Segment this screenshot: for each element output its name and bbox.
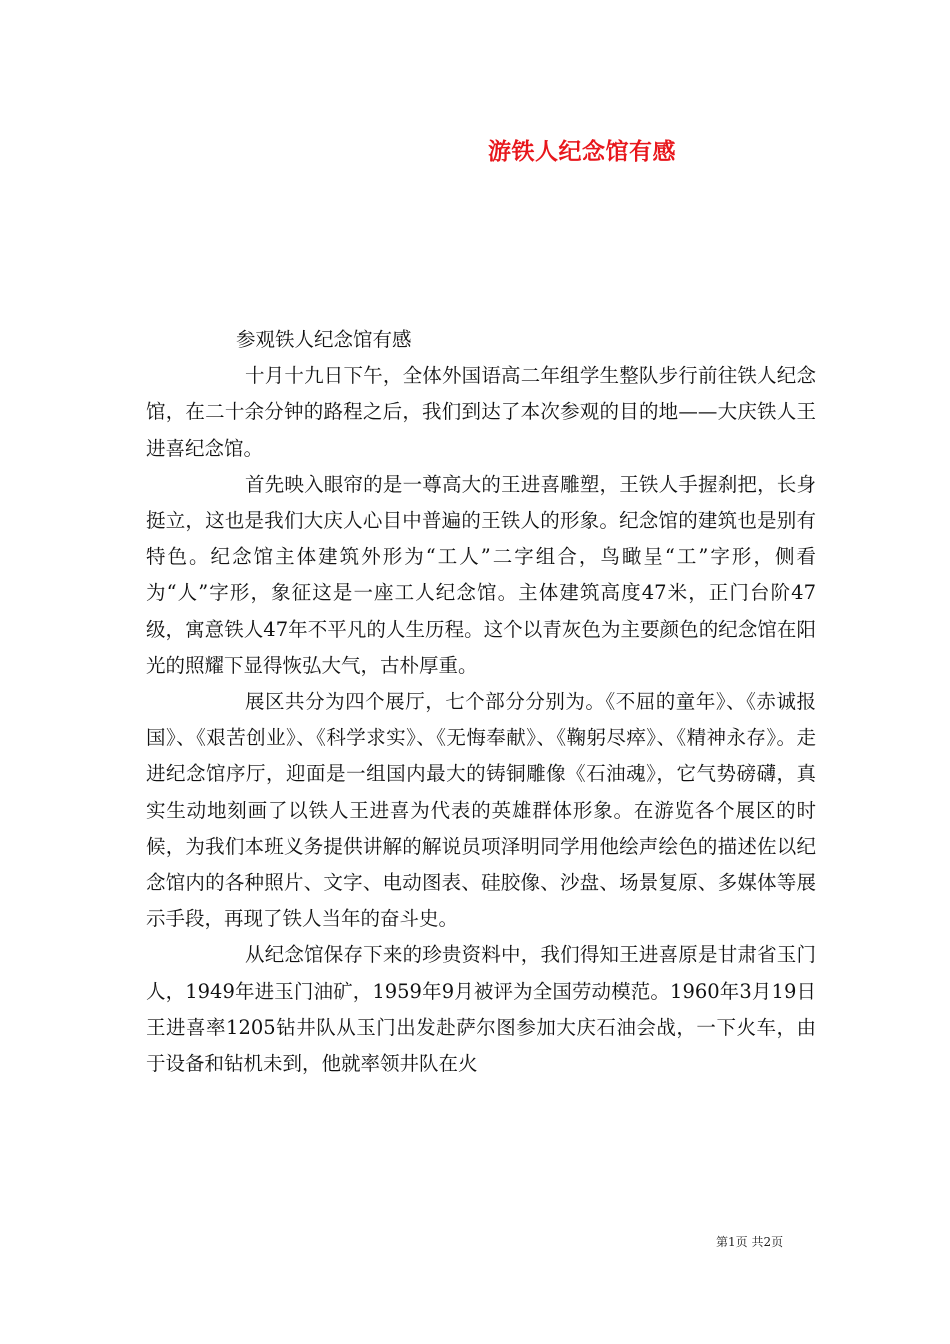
- document-body: [146, 322, 816, 1082]
- paragraph-2: 首先映入眼帘的是一尊高大的王进喜雕塑，王铁人手握刹把，长身挺立，这也是我们大庆人心目中普遍的王铁人的形象。纪念馆的建筑也是别有特色。纪念馆主体建筑外形为“工人”二字组合，鸟瞰呈“工”字形，侧看为“人”字形，象征这是一座工人纪念馆。主体建筑高度47米，正门台阶47级，寓意铁人47年不平凡的人生历程。这个以青灰色为主要颜色的纪念馆在阳光的照耀下显得恢弘大气，古朴厚重。: [146, 472, 816, 677]
- document-subtitle: 参观铁人纪念馆有感: [236, 328, 412, 351]
- page-number-footer: 第1页 共2页: [716, 1235, 784, 1249]
- paragraph-4: 从纪念馆保存下来的珍贵资料中，我们得知王进喜原是甘肃省玉门人，1949年进玉门油矿，1959年9月被评为全国劳动模范。1960年3月19日王进喜率1205钻井队从玉门出发赴萨尔图参加大庆石油会战，一下火车，由于设备和钻机未到，他就率领井队在火: [146, 943, 816, 1076]
- paragraph-1: 十月十九日下午，全体外国语高二年组学生整队步行前往铁人纪念馆，在二十余分钟的路程之后，我们到达了本次参观的目的地——大庆铁人王进喜纪念馆。: [146, 364, 816, 460]
- paragraph-3: 展区共分为四个展厅，七个部分分别为。《不屈的童年》、《赤诚报国》、《艰苦创业》、《科学求实》、《无悔奉献》、《鞠躬尽瘁》、《精神永存》。走进纪念馆序厅，迎面是一组国内最大的铸铜雕像《石油魂》，它气势磅礴，真实生动地刻画了以铁人王进喜为代表的英雄群体形象。在游览各个展区的时候，为我们本班义务提供讲解的解说员项泽明同学用他绘声绘色的描述佐以纪念馆内的各种照片、文字、电动图表、硅胶像、沙盘、场景复原、多媒体等展示手段，再现了铁人当年的奋斗史。: [146, 690, 816, 931]
- document-title: 游铁人纪念馆有感: [488, 138, 676, 165]
